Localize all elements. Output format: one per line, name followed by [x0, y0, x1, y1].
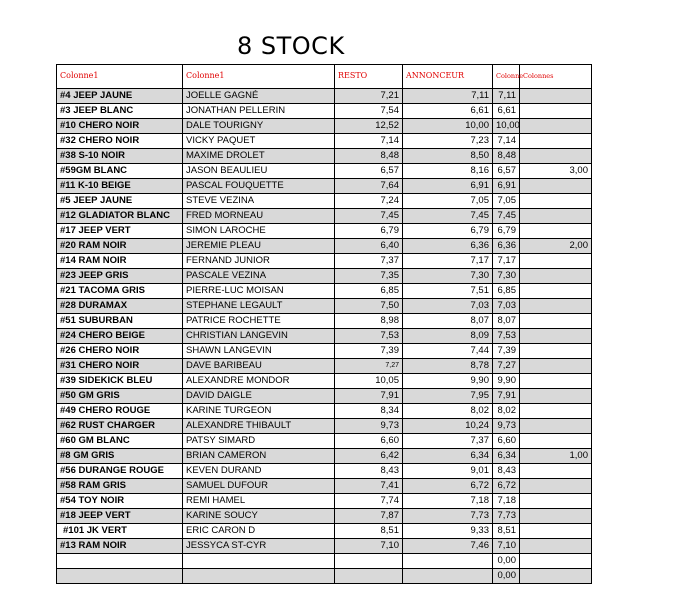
- driver-cell[interactable]: SAMUEL DUFOUR: [183, 479, 335, 494]
- extra-cell[interactable]: [520, 224, 592, 239]
- extra-cell[interactable]: [520, 464, 592, 479]
- total-cell[interactable]: 7,45: [493, 209, 520, 224]
- resto-cell[interactable]: 6,57: [335, 164, 403, 179]
- extra-cell[interactable]: 1,00: [520, 449, 592, 464]
- annonceur-cell[interactable]: 9,90: [403, 374, 493, 389]
- car-cell[interactable]: #56 DURANGE ROUGE: [57, 464, 183, 479]
- extra-cell[interactable]: [520, 389, 592, 404]
- car-cell[interactable]: #21 TACOMA GRIS: [57, 284, 183, 299]
- annonceur-cell[interactable]: [403, 554, 493, 569]
- total-cell[interactable]: 7,18: [493, 494, 520, 509]
- resto-cell[interactable]: [335, 569, 403, 584]
- resto-cell[interactable]: 8,98: [335, 314, 403, 329]
- driver-cell[interactable]: STEVE VEZINA: [183, 194, 335, 209]
- annonceur-cell[interactable]: 7,51: [403, 284, 493, 299]
- car-cell[interactable]: #11 K-10 BEIGE: [57, 179, 183, 194]
- extra-cell[interactable]: [520, 329, 592, 344]
- table-row: [57, 479, 592, 494]
- extra-cell[interactable]: [520, 479, 592, 494]
- extra-cell[interactable]: [520, 419, 592, 434]
- resto-cell[interactable]: 9,73: [335, 419, 403, 434]
- table-row: [57, 419, 592, 434]
- total-cell[interactable]: 7,91: [493, 389, 520, 404]
- car-cell[interactable]: #38 S-10 NOIR: [57, 149, 183, 164]
- car-cell[interactable]: #58 RAM GRIS: [57, 479, 183, 494]
- driver-cell[interactable]: PIERRE-LUC MOISAN: [183, 284, 335, 299]
- driver-cell[interactable]: KARINE TURGEON: [183, 404, 335, 419]
- total-cell[interactable]: 8,51: [493, 524, 520, 539]
- table-row: [57, 269, 592, 284]
- table-row: [57, 164, 592, 179]
- extra-cell[interactable]: [520, 89, 592, 104]
- resto-cell[interactable]: 7,50: [335, 299, 403, 314]
- extra-cell[interactable]: [520, 254, 592, 269]
- table-row: [57, 314, 592, 329]
- driver-cell[interactable]: CHRISTIAN LANGEVIN: [183, 329, 335, 344]
- car-cell[interactable]: #50 GM GRIS: [57, 389, 183, 404]
- car-cell[interactable]: #12 GLADIATOR BLANC: [57, 209, 183, 224]
- driver-cell[interactable]: DALE TOURIGNY: [183, 119, 335, 134]
- annonceur-cell[interactable]: 7,05: [403, 194, 493, 209]
- resto-cell[interactable]: 7,54: [335, 104, 403, 119]
- table-row: [57, 119, 592, 134]
- total-cell[interactable]: 7,39: [493, 344, 520, 359]
- table-row: [57, 344, 592, 359]
- annonceur-cell[interactable]: 9,01: [403, 464, 493, 479]
- car-cell[interactable]: #54 TOY NOIR: [57, 494, 183, 509]
- table-row: [57, 104, 592, 119]
- annonceur-cell[interactable]: 7,03: [403, 299, 493, 314]
- table-row: [57, 194, 592, 209]
- table-row: [57, 134, 592, 149]
- driver-cell[interactable]: [183, 554, 335, 569]
- driver-cell[interactable]: SIMON LAROCHE: [183, 224, 335, 239]
- annonceur-cell[interactable]: 6,91: [403, 179, 493, 194]
- car-cell[interactable]: #101 JK VERT: [57, 524, 183, 539]
- table-row: [57, 389, 592, 404]
- annonceur-cell[interactable]: 7,46: [403, 539, 493, 554]
- total-cell[interactable]: 0,00: [493, 569, 520, 584]
- annonceur-cell[interactable]: 6,61: [403, 104, 493, 119]
- table-row: [57, 374, 592, 389]
- annonceur-cell[interactable]: 7,45: [403, 209, 493, 224]
- extra-cell[interactable]: [520, 524, 592, 539]
- table-row: [57, 539, 592, 554]
- total-cell[interactable]: 6,60: [493, 434, 520, 449]
- total-cell[interactable]: 8,48: [493, 149, 520, 164]
- resto-cell[interactable]: 7,39: [335, 344, 403, 359]
- total-cell[interactable]: 8,07: [493, 314, 520, 329]
- extra-cell[interactable]: 2,00: [520, 239, 592, 254]
- table-row: [57, 464, 592, 479]
- annonceur-cell[interactable]: 8,02: [403, 404, 493, 419]
- annonceur-cell[interactable]: 9,33: [403, 524, 493, 539]
- table-row: [57, 89, 592, 104]
- extra-cell[interactable]: [520, 539, 592, 554]
- car-cell[interactable]: #24 CHERO BEIGE: [57, 329, 183, 344]
- total-cell[interactable]: 6,61: [493, 104, 520, 119]
- driver-cell[interactable]: [183, 569, 335, 584]
- total-cell[interactable]: 7,30: [493, 269, 520, 284]
- car-cell[interactable]: #3 JEEP BLANC: [57, 104, 183, 119]
- car-cell[interactable]: [57, 569, 183, 584]
- sheet-title: 8 STOCK: [237, 32, 345, 60]
- resto-cell[interactable]: 7,27: [335, 359, 403, 374]
- table-row: [57, 569, 592, 584]
- table-row: [57, 209, 592, 224]
- car-cell[interactable]: #20 RAM NOIR: [57, 239, 183, 254]
- table-row: [57, 494, 592, 509]
- driver-cell[interactable]: JESSYCA ST-CYR: [183, 539, 335, 554]
- total-cell[interactable]: 6,72: [493, 479, 520, 494]
- driver-cell[interactable]: STEPHANE LEGAULT: [183, 299, 335, 314]
- driver-cell[interactable]: ERIC CARON D: [183, 524, 335, 539]
- stock-table: [56, 64, 592, 584]
- total-cell[interactable]: 8,43: [493, 464, 520, 479]
- extra-cell[interactable]: [520, 314, 592, 329]
- resto-cell[interactable]: 8,51: [335, 524, 403, 539]
- annonceur-cell[interactable]: 10,00: [403, 119, 493, 134]
- annonceur-cell[interactable]: 10,24: [403, 419, 493, 434]
- total-cell[interactable]: 7,17: [493, 254, 520, 269]
- driver-cell[interactable]: PASCAL FOUQUETTE: [183, 179, 335, 194]
- table-row: [57, 434, 592, 449]
- table-row: [57, 224, 592, 239]
- annonceur-cell[interactable]: 7,44: [403, 344, 493, 359]
- resto-cell[interactable]: 7,35: [335, 269, 403, 284]
- car-cell[interactable]: #8 GM GRIS: [57, 449, 183, 464]
- car-cell[interactable]: #62 RUST CHARGER: [57, 419, 183, 434]
- table-row: [57, 359, 592, 374]
- annonceur-cell[interactable]: 6,36: [403, 239, 493, 254]
- resto-cell[interactable]: 7,41: [335, 479, 403, 494]
- total-cell[interactable]: 8,02: [493, 404, 520, 419]
- resto-cell[interactable]: 12,52: [335, 119, 403, 134]
- total-cell[interactable]: 6,79: [493, 224, 520, 239]
- car-cell[interactable]: #28 DURAMAX: [57, 299, 183, 314]
- table-row: [57, 299, 592, 314]
- resto-cell[interactable]: 7,24: [335, 194, 403, 209]
- extra-cell[interactable]: [520, 374, 592, 389]
- resto-cell[interactable]: 7,45: [335, 209, 403, 224]
- annonceur-cell[interactable]: 8,78: [403, 359, 493, 374]
- driver-cell[interactable]: DAVE BARIBEAU: [183, 359, 335, 374]
- resto-cell[interactable]: 7,87: [335, 509, 403, 524]
- annonceur-cell[interactable]: 6,34: [403, 449, 493, 464]
- car-cell[interactable]: #49 CHERO ROUGE: [57, 404, 183, 419]
- annonceur-cell[interactable]: 7,11: [403, 89, 493, 104]
- table-row: [57, 149, 592, 164]
- extra-cell[interactable]: 3,00: [520, 164, 592, 179]
- total-cell[interactable]: 7,27: [493, 359, 520, 374]
- car-cell[interactable]: #17 JEEP VERT: [57, 224, 183, 239]
- total-cell[interactable]: 9,90: [493, 374, 520, 389]
- car-cell[interactable]: #32 CHERO NOIR: [57, 134, 183, 149]
- table-body: [57, 89, 592, 584]
- extra-cell[interactable]: [520, 554, 592, 569]
- driver-cell[interactable]: JOELLE GAGNÉ: [183, 89, 335, 104]
- annonceur-cell[interactable]: 8,07: [403, 314, 493, 329]
- table-row: [57, 509, 592, 524]
- resto-cell[interactable]: 7,53: [335, 329, 403, 344]
- extra-cell[interactable]: [520, 404, 592, 419]
- resto-cell[interactable]: 10,05: [335, 374, 403, 389]
- resto-cell[interactable]: [335, 554, 403, 569]
- driver-cell[interactable]: FERNAND JUNIOR: [183, 254, 335, 269]
- driver-cell[interactable]: KARINE SOUCY: [183, 509, 335, 524]
- total-cell[interactable]: 7,05: [493, 194, 520, 209]
- total-cell[interactable]: 0,00: [493, 554, 520, 569]
- resto-cell[interactable]: 6,60: [335, 434, 403, 449]
- extra-cell[interactable]: [520, 344, 592, 359]
- total-cell[interactable]: 9,73: [493, 419, 520, 434]
- resto-cell[interactable]: 6,42: [335, 449, 403, 464]
- driver-cell[interactable]: JEREMIE PLEAU: [183, 239, 335, 254]
- table-row: [57, 239, 592, 254]
- driver-cell[interactable]: PATRICE ROCHETTE: [183, 314, 335, 329]
- annonceur-cell[interactable]: 7,37: [403, 434, 493, 449]
- total-cell[interactable]: 6,85: [493, 284, 520, 299]
- total-cell[interactable]: 6,91: [493, 179, 520, 194]
- driver-cell[interactable]: MAXIME DROLET: [183, 149, 335, 164]
- annonceur-cell[interactable]: [403, 569, 493, 584]
- driver-cell[interactable]: PASCALE VEZINA: [183, 269, 335, 284]
- header-cell[interactable]: Colonne: [493, 65, 520, 89]
- header-cell[interactable]: Colonnes: [520, 65, 592, 89]
- driver-cell[interactable]: JASON BEAULIEU: [183, 164, 335, 179]
- table-row: [57, 284, 592, 299]
- car-cell[interactable]: #31 CHERO NOIR: [57, 359, 183, 374]
- total-cell[interactable]: 6,57: [493, 164, 520, 179]
- extra-cell[interactable]: [520, 299, 592, 314]
- extra-cell[interactable]: [520, 134, 592, 149]
- car-cell[interactable]: #26 CHERO NOIR: [57, 344, 183, 359]
- table-row: [57, 254, 592, 269]
- total-cell[interactable]: 6,34: [493, 449, 520, 464]
- driver-cell[interactable]: KEVEN DURAND: [183, 464, 335, 479]
- extra-cell[interactable]: [520, 284, 592, 299]
- driver-cell[interactable]: REMI HAMEL: [183, 494, 335, 509]
- table-row: [57, 554, 592, 569]
- resto-cell[interactable]: 7,91: [335, 389, 403, 404]
- annonceur-cell[interactable]: 7,73: [403, 509, 493, 524]
- car-cell[interactable]: #39 SIDEKICK BLEU: [57, 374, 183, 389]
- resto-cell[interactable]: 7,74: [335, 494, 403, 509]
- annonceur-cell[interactable]: 7,95: [403, 389, 493, 404]
- total-cell[interactable]: 7,53: [493, 329, 520, 344]
- extra-cell[interactable]: [520, 359, 592, 374]
- resto-cell[interactable]: 6,85: [335, 284, 403, 299]
- table-row: [57, 329, 592, 344]
- car-cell[interactable]: #23 JEEP GRIS: [57, 269, 183, 284]
- car-cell[interactable]: #14 RAM NOIR: [57, 254, 183, 269]
- car-cell[interactable]: #18 JEEP VERT: [57, 509, 183, 524]
- resto-cell[interactable]: 7,14: [335, 134, 403, 149]
- car-cell[interactable]: #5 JEEP JAUNE: [57, 194, 183, 209]
- annonceur-cell[interactable]: 8,50: [403, 149, 493, 164]
- car-cell[interactable]: #4 JEEP JAUNE: [57, 89, 183, 104]
- car-cell[interactable]: #10 CHERO NOIR: [57, 119, 183, 134]
- car-cell[interactable]: #13 RAM NOIR: [57, 539, 183, 554]
- annonceur-cell[interactable]: 6,72: [403, 479, 493, 494]
- driver-cell[interactable]: ALEXANDRE THIBAULT: [183, 419, 335, 434]
- extra-cell[interactable]: [520, 269, 592, 284]
- header-cell[interactable]: RESTO: [335, 65, 403, 89]
- annonceur-cell[interactable]: 7,18: [403, 494, 493, 509]
- annonceur-cell[interactable]: 7,30: [403, 269, 493, 284]
- total-cell[interactable]: 7,11: [493, 89, 520, 104]
- header-cell[interactable]: ANNONCEUR: [403, 65, 493, 89]
- extra-cell[interactable]: [520, 194, 592, 209]
- extra-cell[interactable]: [520, 119, 592, 134]
- car-cell[interactable]: #60 GM BLANC: [57, 434, 183, 449]
- total-cell[interactable]: 7,03: [493, 299, 520, 314]
- resto-cell[interactable]: 8,43: [335, 464, 403, 479]
- table-row: [57, 524, 592, 539]
- driver-cell[interactable]: ALEXANDRE MONDOR: [183, 374, 335, 389]
- resto-cell[interactable]: 6,79: [335, 224, 403, 239]
- extra-cell[interactable]: [520, 209, 592, 224]
- annonceur-cell[interactable]: 7,23: [403, 134, 493, 149]
- extra-cell[interactable]: [520, 104, 592, 119]
- total-cell[interactable]: 7,10: [493, 539, 520, 554]
- car-cell[interactable]: [57, 554, 183, 569]
- annonceur-cell[interactable]: 7,17: [403, 254, 493, 269]
- extra-cell[interactable]: [520, 149, 592, 164]
- table-row: [57, 404, 592, 419]
- extra-cell[interactable]: [520, 179, 592, 194]
- car-cell[interactable]: #59GM BLANC: [57, 164, 183, 179]
- total-cell[interactable]: 7,14: [493, 134, 520, 149]
- annonceur-cell[interactable]: 8,16: [403, 164, 493, 179]
- total-cell[interactable]: 7,73: [493, 509, 520, 524]
- driver-cell[interactable]: DAVID DAIGLE: [183, 389, 335, 404]
- resto-cell[interactable]: 6,40: [335, 239, 403, 254]
- header-cell[interactable]: Colonne1: [183, 65, 335, 89]
- extra-cell[interactable]: [520, 509, 592, 524]
- driver-cell[interactable]: SHAWN LANGEVIN: [183, 344, 335, 359]
- total-cell[interactable]: 6,36: [493, 239, 520, 254]
- table-row: [57, 449, 592, 464]
- driver-cell[interactable]: BRIAN CAMERON: [183, 449, 335, 464]
- total-cell[interactable]: 10,00: [493, 119, 520, 134]
- table-row: [57, 179, 592, 194]
- extra-cell[interactable]: [520, 569, 592, 584]
- extra-cell[interactable]: [520, 494, 592, 509]
- header-cell[interactable]: Colonne1: [57, 65, 183, 89]
- driver-cell[interactable]: FRED MORNEAU: [183, 209, 335, 224]
- resto-cell[interactable]: 8,48: [335, 149, 403, 164]
- resto-cell[interactable]: 7,64: [335, 179, 403, 194]
- driver-cell[interactable]: VICKY PAQUET: [183, 134, 335, 149]
- annonceur-cell[interactable]: 8,09: [403, 329, 493, 344]
- resto-cell[interactable]: 7,37: [335, 254, 403, 269]
- extra-cell[interactable]: [520, 434, 592, 449]
- car-cell[interactable]: #51 SUBURBAN: [57, 314, 183, 329]
- header-row: [57, 65, 592, 89]
- annonceur-cell[interactable]: 6,79: [403, 224, 493, 239]
- driver-cell[interactable]: JONATHAN PELLERIN: [183, 104, 335, 119]
- resto-cell[interactable]: 8,34: [335, 404, 403, 419]
- resto-cell[interactable]: 7,21: [335, 89, 403, 104]
- driver-cell[interactable]: PATSY SIMARD: [183, 434, 335, 449]
- resto-cell[interactable]: 7,10: [335, 539, 403, 554]
